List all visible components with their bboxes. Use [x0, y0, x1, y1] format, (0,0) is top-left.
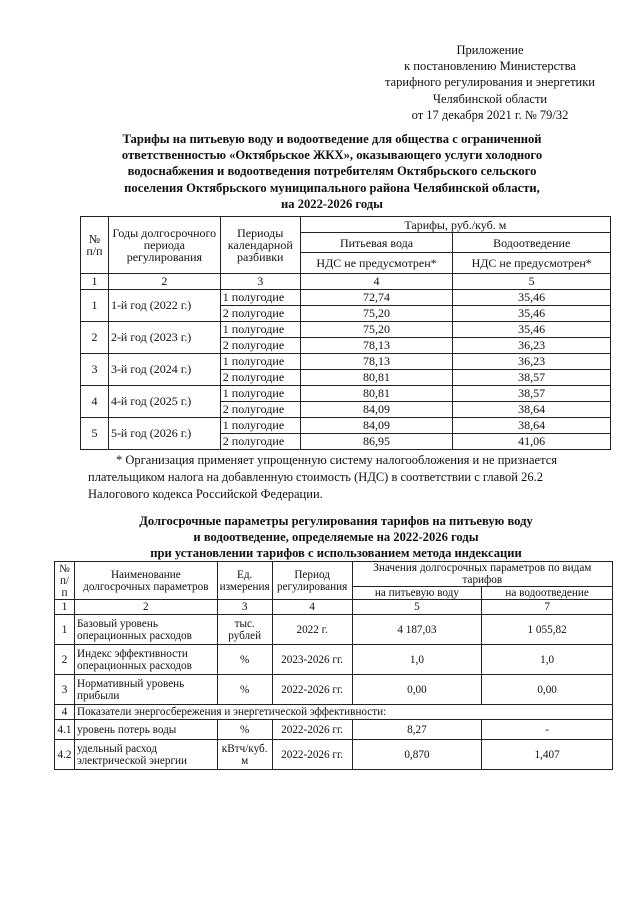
row-period: 2022-2026 гг. [272, 740, 352, 770]
col-number: 1 [81, 274, 109, 290]
footnote-line: Налогового кодекса Российской Федерации. [88, 487, 323, 501]
row-half: 2 полугодие [220, 402, 300, 418]
row-period: 2022 г. [272, 615, 352, 645]
table-row [81, 418, 611, 434]
col-number: 2 [108, 274, 220, 290]
row-water-tariff: 86,95 [300, 434, 453, 450]
row-unit: % [217, 645, 272, 675]
row-num: 1 [81, 290, 109, 322]
row-half: 1 полугодие [220, 418, 300, 434]
footnote-line: плательщиком налога на добавленную стоимость (НДС) в соответствии с главой 26.2 [88, 470, 543, 484]
row-sewer-value: 1,407 [482, 740, 613, 770]
row-year: 5-й год (2026 г.) [108, 418, 220, 450]
header-sewer: на водоотведение [482, 587, 613, 600]
col-number: 2 [74, 600, 217, 615]
row-num: 4.2 [55, 740, 75, 770]
col-number: 1 [55, 600, 75, 615]
header-vat-sewer: НДС не предусмотрен* [453, 253, 611, 274]
row-sewer-tariff: 38,57 [453, 386, 611, 402]
row-sewer-tariff: 38,57 [453, 370, 611, 386]
row-year: 2-й год (2023 г.) [108, 322, 220, 354]
header-sewer: Водоотведение [453, 233, 611, 253]
row-sewer-tariff: 38,64 [453, 402, 611, 418]
col-number: 3 [217, 600, 272, 615]
row-num: 2 [55, 645, 75, 675]
title-line: и водоотведение, определяемые на 2022-2026 годы [193, 530, 479, 545]
row-unit: % [217, 675, 272, 705]
col-number: 7 [482, 600, 613, 615]
params-table [54, 561, 613, 770]
row-water-tariff: 75,20 [300, 322, 453, 338]
row-name: Индекс эффективности операционных расходов [74, 645, 217, 675]
header-water: Питьевая вода [300, 233, 453, 253]
header-periods: Периоды календарной разбивки [220, 217, 300, 274]
header-num: № п/п [81, 217, 109, 274]
row-sewer-value: 1,0 [482, 645, 613, 675]
table-row [81, 322, 611, 338]
row-sewer-tariff: 35,46 [453, 290, 611, 306]
appendix-line: тарифного регулирования и энергетики [384, 75, 596, 90]
title-line: на 2022-2026 годы [281, 196, 383, 211]
row-sewer-tariff: 38,64 [453, 418, 611, 434]
row-water-tariff: 84,09 [300, 418, 453, 434]
title-line: Долгосрочные параметры регулирования тарифов на питьевую воду [139, 514, 533, 528]
row-water-value: 0,870 [352, 740, 482, 770]
row-num: 3 [55, 675, 75, 705]
row-sewer-value: 1 055,82 [482, 615, 613, 645]
header-vat-water: НДС не предусмотрен* [300, 253, 453, 274]
col-number: 5 [453, 274, 611, 290]
row-sewer-tariff: 36,23 [453, 338, 611, 354]
header-period: Период регулирования [272, 562, 352, 600]
row-num: 5 [81, 418, 109, 450]
appendix-line: к постановлению Министерства [404, 59, 576, 74]
row-sewer-tariff: 36,23 [453, 354, 611, 370]
row-water-value: 8,27 [352, 720, 482, 740]
appendix-line: Приложение [456, 43, 524, 57]
row-water-value: 0,00 [352, 675, 482, 705]
row-period: 2022-2026 гг. [272, 720, 352, 740]
row-num: 4 [81, 386, 109, 418]
tariff-table [80, 216, 611, 450]
table-row [55, 720, 613, 740]
title-line: Тарифы на питьевую воду и водоотведение для общества с ограниченной [122, 132, 542, 146]
row-num: 2 [81, 322, 109, 354]
row-period: 2023-2026 гг. [272, 645, 352, 675]
row-num: 1 [55, 615, 75, 645]
appendix-line: Челябинской области [432, 91, 548, 106]
row-unit: кВтч/куб. м [217, 740, 272, 770]
col-number: 5 [352, 600, 482, 615]
row-water-tariff: 78,13 [300, 338, 453, 354]
table-row [55, 615, 613, 645]
row-name: уровень потерь воды [74, 720, 217, 740]
header-name: Наименование долгосрочных параметров [74, 562, 217, 600]
row-unit: % [217, 720, 272, 740]
row-name: Нормативный уровень прибыли [74, 675, 217, 705]
col-number: 3 [220, 274, 300, 290]
title-line: водоснабжения и водоотведения потребителям Октябрьского сельского [127, 164, 537, 179]
row-water-tariff: 84,09 [300, 402, 453, 418]
header-num: № п/п [55, 562, 75, 600]
title-line: ответственностью «Октябрьское ЖКХ», оказывающего услуги холодного [121, 148, 543, 163]
row-period: 2022-2026 гг. [272, 675, 352, 705]
row-water-value: 4 187,03 [352, 615, 482, 645]
table-row [55, 645, 613, 675]
row-water-tariff: 80,81 [300, 386, 453, 402]
row-half: 2 полугодие [220, 370, 300, 386]
row-name: Базовый уровень операционных расходов [74, 615, 217, 645]
title-line: поселения Октябрьского муниципального района Челябинской области, [124, 180, 540, 195]
row-year: 3-й год (2024 г.) [108, 354, 220, 386]
row-half: 2 полугодие [220, 338, 300, 354]
row-sewer-value: 0,00 [482, 675, 613, 705]
row-water-tariff: 80,81 [300, 370, 453, 386]
row-water-tariff: 75,20 [300, 306, 453, 322]
table-row [55, 705, 613, 720]
row-half: 2 полугодие [220, 434, 300, 450]
row-sewer-tariff: 41,06 [453, 434, 611, 450]
row-name: удельный расход электрической энергии [74, 740, 217, 770]
col-number: 4 [300, 274, 453, 290]
row-unit: тыс. рублей [217, 615, 272, 645]
row-num: 4 [55, 705, 75, 720]
header-unit: Ед. измерения [217, 562, 272, 600]
row-sewer-tariff: 35,46 [453, 306, 611, 322]
row-half: 1 полугодие [220, 354, 300, 370]
title-line: при установлении тарифов с использованием метода индексации [150, 546, 522, 561]
table-row [55, 740, 613, 770]
appendix-block [360, 42, 620, 123]
header-tariffs: Тарифы, руб./куб. м [300, 217, 610, 233]
document-title [92, 131, 572, 212]
row-year: 1-й год (2022 г.) [108, 290, 220, 322]
table-row [81, 290, 611, 306]
header-years: Годы долгосрочного периода регулирования [108, 217, 220, 274]
row-num: 4.1 [55, 720, 75, 740]
row-sewer-value: - [482, 720, 613, 740]
row-water-tariff: 78,13 [300, 354, 453, 370]
header-water: на питьевую воду [352, 587, 482, 600]
row-half: 2 полугодие [220, 306, 300, 322]
row-sewer-tariff: 35,46 [453, 322, 611, 338]
row-half: 1 полугодие [220, 322, 300, 338]
table-row [55, 675, 613, 705]
vat-footnote [88, 452, 611, 503]
footnote-line: * Организация применяет упрощенную систему налогообложения и не признается [116, 453, 557, 467]
row-half: 1 полугодие [220, 290, 300, 306]
row-year: 4-й год (2025 г.) [108, 386, 220, 418]
row-half: 1 полугодие [220, 386, 300, 402]
row-num: 3 [81, 354, 109, 386]
table-row [81, 386, 611, 402]
col-number: 4 [272, 600, 352, 615]
row-water-tariff: 72,74 [300, 290, 453, 306]
row-water-value: 1,0 [352, 645, 482, 675]
appendix-line: от 17 декабря 2021 г. № 79/32 [411, 107, 569, 122]
table-row [81, 354, 611, 370]
header-values: Значения долгосрочных параметров по видам тарифов [352, 562, 612, 587]
section-label: Показатели энергосбережения и энергетической эффективности: [74, 705, 612, 720]
params-title [96, 513, 576, 562]
